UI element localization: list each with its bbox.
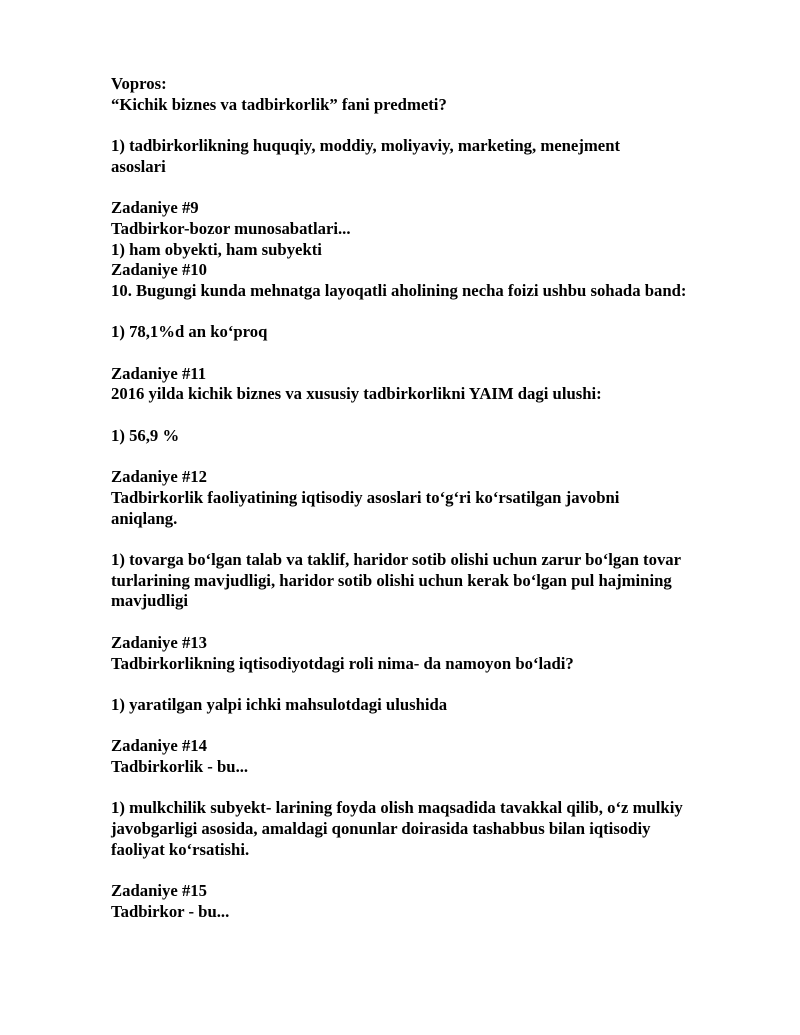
task-question-15: Tadbirkor - bu... — [111, 901, 230, 921]
task-answer-14: 1) mulkchilik subyekt- larining foyda olish maqsadida tavakkal qilib, o‘z mulkiy — [111, 798, 683, 818]
spacer — [111, 302, 751, 323]
task-heading-10: Zadaniye #10 — [111, 260, 207, 280]
task-answer-12: mavjudligi — [111, 591, 188, 611]
spacer — [111, 778, 751, 799]
intro-answer-line: 1) tadbirkorlikning huquqiy, moddiy, moliyaviy, marketing, menejment — [111, 136, 621, 156]
spacer — [111, 405, 751, 426]
intro-answer-line: asoslari — [111, 156, 166, 176]
spacer — [111, 178, 751, 199]
task-answer-12: turlarining mavjudligi, haridor sotib olishi uchun kerak bo‘lgan pul hajmining — [111, 570, 672, 590]
spacer — [111, 343, 751, 364]
spacer — [111, 529, 751, 550]
task-question-12: Tadbirkorlik faoliyatining iqtisodiy asoslari to‘g‘ri ko‘rsatilgan javobni — [111, 487, 620, 507]
task-question-13: Tadbirkorlikning iqtisodiyotdagi roli nima- da namoyon bo‘ladi? — [111, 653, 574, 673]
spacer — [111, 674, 751, 695]
task-answer-11: 1) 56,9 % — [111, 425, 180, 445]
task-heading-9: Zadaniye #9 — [111, 198, 199, 218]
task-question-10: 10. Bugungi kunda mehnatga layoqatli aholining necha foizi ushbu sohada band: — [111, 281, 687, 300]
task-question-12: aniqlang. — [111, 508, 178, 528]
task-answer-14: faoliyat ko‘rsatishi. — [111, 839, 250, 859]
task-heading-14: Zadaniye #14 — [111, 736, 207, 756]
task-answer-14: javobgarligi asosida, amaldagi qonunlar doirasida tashabbus bilan iqtisodiy — [111, 819, 651, 839]
task-answer-10: 1) 78,1%d an ko‘proq — [111, 322, 268, 342]
spacer — [111, 115, 751, 136]
vopros-label: Vopros: — [111, 74, 167, 93]
task-answer-12: 1) tovarga bo‘lgan talab va taklif, haridor sotib olishi uchun zarur bo‘lgan tovar — [111, 550, 682, 570]
task-answer-13: 1) yaratilgan yalpi ichki mahsulotdagi ulushida — [111, 694, 448, 714]
document-page — [111, 74, 751, 923]
task-question-14: Tadbirkorlik - bu... — [111, 757, 249, 777]
spacer — [111, 861, 751, 882]
task-question-9: Tadbirkor-bozor munosabatlari... — [111, 218, 351, 238]
task-heading-13: Zadaniye #13 — [111, 632, 207, 652]
task-heading-12: Zadaniye #12 — [111, 467, 207, 487]
spacer — [111, 716, 751, 737]
task-answer-9: 1) ham obyekti, ham subyekti — [111, 239, 322, 259]
intro-question: “Kichik biznes va tadbirkorlik” fani predmeti? — [111, 94, 447, 114]
spacer — [111, 612, 751, 633]
spacer — [111, 447, 751, 468]
task-heading-11: Zadaniye #11 — [111, 363, 207, 383]
task-question-11: 2016 yilda kichik biznes va xususiy tadbirkorlikni YAIM dagi ulushi: — [111, 384, 602, 404]
task-heading-15: Zadaniye #15 — [111, 881, 207, 901]
